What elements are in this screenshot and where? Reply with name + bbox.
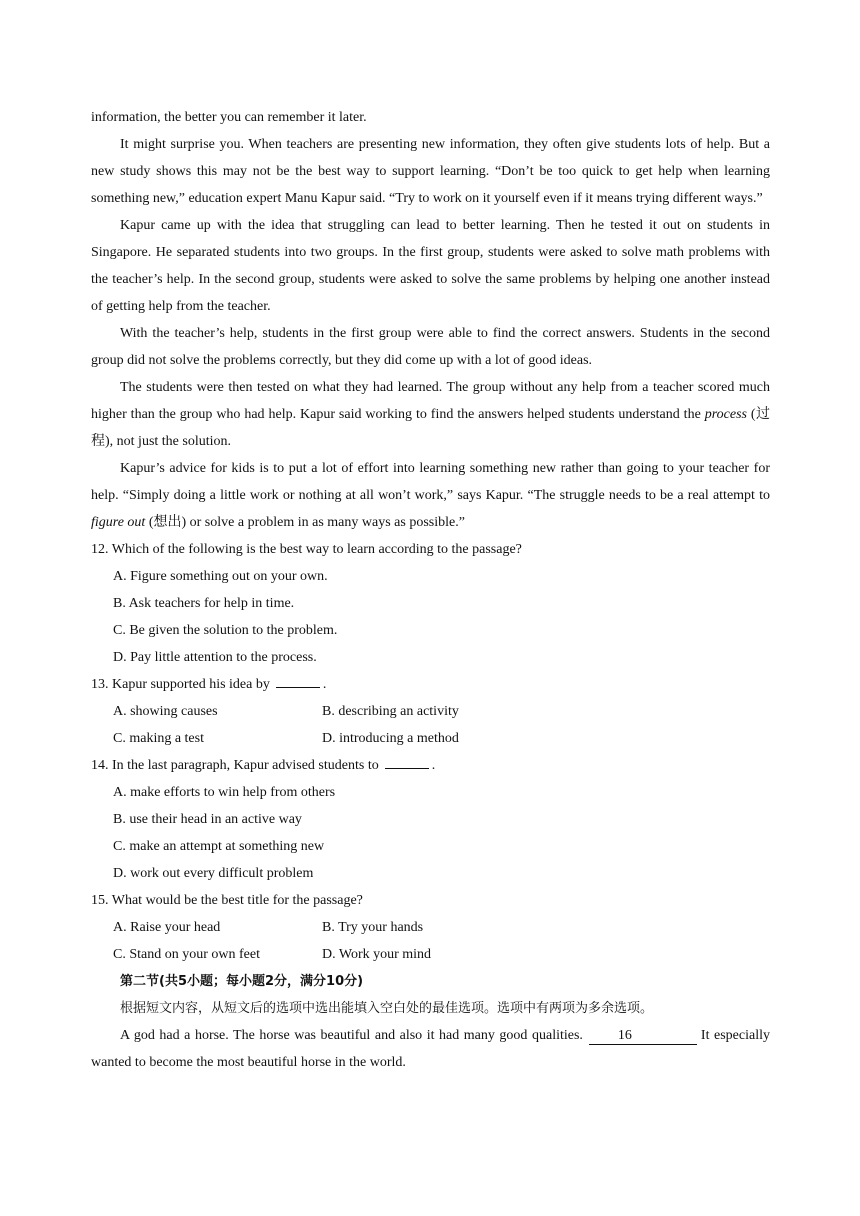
chinese-gloss: (想出) [145, 515, 187, 530]
answer-option[interactable]: D. Pay little attention to the process. [113, 650, 317, 665]
key-term: figure out [91, 515, 146, 530]
question-end: . [431, 758, 436, 773]
question-stem [91, 671, 770, 698]
passage-paragraph: Kapur came up with the idea that struggling can lead to better learning. Then he tested it out on students in Singapore. He separated students into two groups. In the first group, students were asked to solve math problems with the teacher’s help. In the second group, students were asked to solve the same problems by helping one another instead of getting help from the teacher. [91, 218, 770, 314]
question-stem: 15. What would be the best title for the passage? [91, 893, 363, 908]
option-row [91, 725, 770, 752]
question-end: . [322, 677, 327, 692]
answer-option[interactable]: B. Try your hands [322, 920, 424, 935]
answer-option[interactable]: C. make an attempt at something new [113, 839, 325, 854]
answer-option[interactable]: C. making a test [113, 731, 204, 746]
option-row [91, 914, 770, 941]
key-term: process [704, 407, 747, 422]
paragraph-text: or solve a problem in as many ways as possible.” [186, 515, 465, 530]
answer-option[interactable]: C. Be given the solution to the problem. [113, 623, 338, 638]
question-text: 13. Kapur supported his idea by [91, 677, 270, 692]
option-row [91, 941, 770, 968]
question-stem [91, 752, 770, 779]
answer-option[interactable]: C. Stand on your own feet [113, 947, 260, 962]
question-text: 14. In the last paragraph, Kapur advised students to [91, 758, 379, 773]
option-row [91, 698, 770, 725]
paragraph-text: It especially wanted to become the most beautiful horse in the world. [91, 1028, 770, 1070]
passage-paragraph [91, 1022, 770, 1076]
answer-option[interactable]: A. showing causes [113, 704, 218, 719]
answer-option[interactable]: A. Raise your head [113, 920, 221, 935]
passage-paragraph [91, 455, 770, 536]
answer-option[interactable]: B. Ask teachers for help in time. [113, 596, 295, 611]
passage-paragraph: With the teacher’s help, students in the first group were able to find the correct answers. Students in the second group did not solve the problems correctly, but they did come up with a lot of good ideas. [91, 326, 770, 368]
paragraph-text: Kapur’s advice for kids is to put a lot of effort into learning something new rather than going to your teacher for help. “Simply doing a little work or nothing at all won’t work,” says Kapur. “The struggle needs to be a real attempt to [91, 461, 770, 503]
answer-option[interactable]: B. describing an activity [322, 704, 459, 719]
answer-option[interactable]: D. work out every difficult problem [113, 866, 314, 881]
answer-blank[interactable] [276, 673, 320, 688]
answer-blank[interactable] [385, 754, 429, 769]
document-page [91, 104, 770, 1076]
question-stem: 12. Which of the following is the best way to learn according to the passage? [91, 542, 522, 557]
section-heading: 第二节(共5小题；每小题2分，满分10分) [120, 974, 364, 989]
answer-option[interactable]: B. use their head in an active way [113, 812, 302, 827]
answer-option[interactable]: A. Figure something out on your own. [113, 569, 328, 584]
passage-paragraph: information, the better you can remember it later. [91, 110, 367, 125]
paragraph-text: A god had a horse. The horse was beautiful and also it had many good qualities. [120, 1028, 583, 1043]
chinese-gloss: (过程) [91, 407, 770, 449]
paragraph-text: The students were then tested on what they had learned. The group without any help from a teacher scored much higher than the group who had help. Kapur said working to find the answers helped students understand the [91, 380, 770, 422]
answer-option[interactable]: D. introducing a method [322, 731, 459, 746]
section-instruction: 根据短文内容，从短文后的选项中选出能填入空白处的最佳选项。选项中有两项为多余选项。 [120, 1001, 654, 1016]
paragraph-text: , not just the solution. [109, 434, 232, 449]
answer-option[interactable]: A. make efforts to win help from others [113, 785, 336, 800]
answer-option[interactable]: D. Work your mind [322, 947, 432, 962]
passage-paragraph [91, 374, 770, 455]
numbered-blank[interactable]: 16 [589, 1028, 697, 1045]
passage-paragraph: It might surprise you. When teachers are presenting new information, they often give students lots of help. But a new study shows this may not be the best way to support learning. “Don’t be too quick to get help when learning something new,” education expert Manu Kapur said. “Try to work on it yourself even if it means trying different ways.” [91, 137, 770, 206]
